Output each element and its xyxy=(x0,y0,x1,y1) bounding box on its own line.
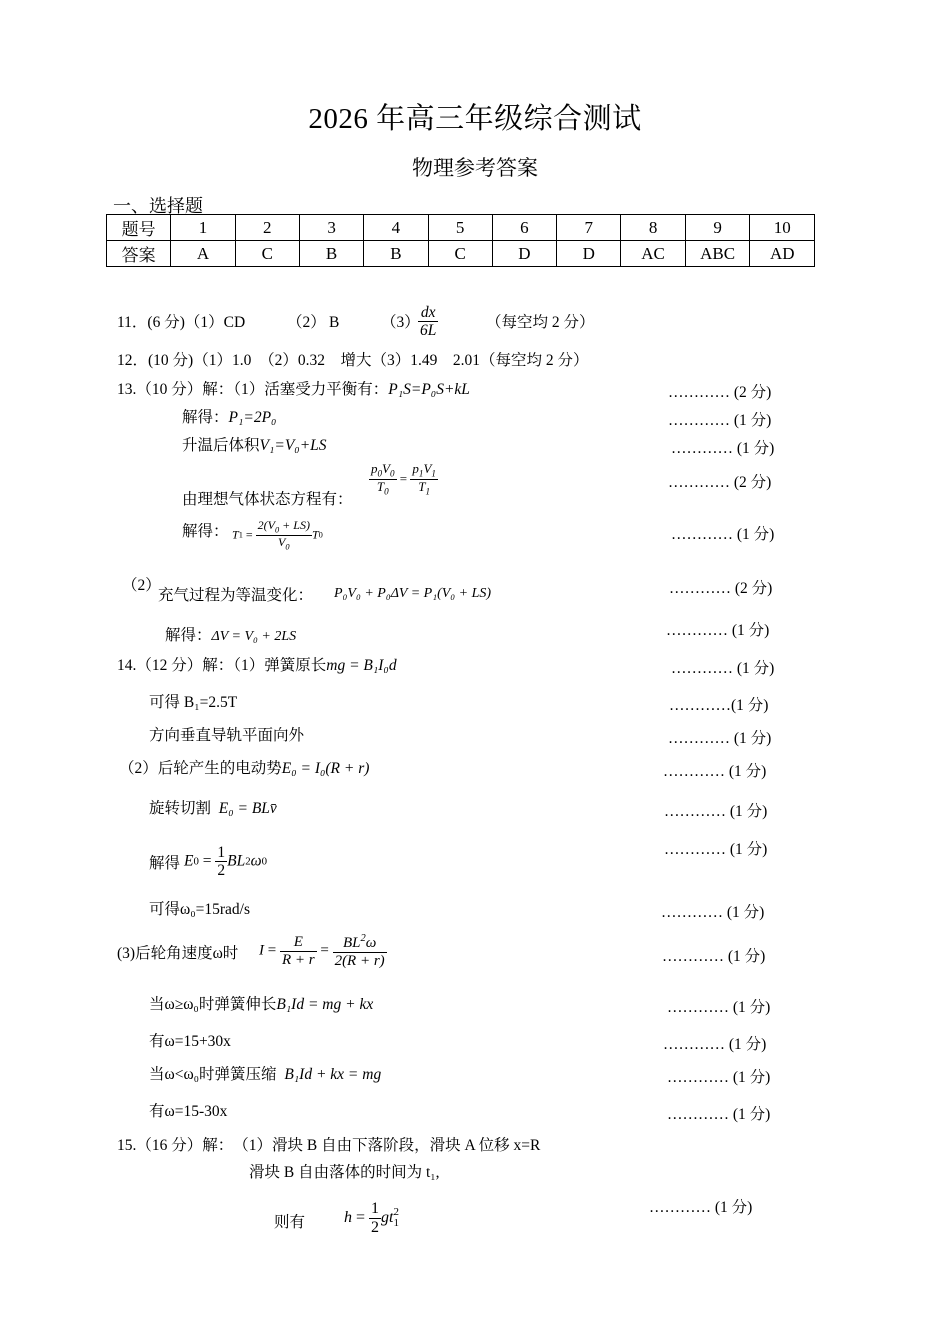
q14-line4-eq: E₀ = I₀(R + r) xyxy=(281,760,370,777)
q13-part2b-eq: ΔV = V₀ + 2LS xyxy=(211,629,297,644)
q13-line3-points: ………… (1 分) xyxy=(671,440,775,457)
q13-line1 xyxy=(117,380,470,400)
q15-line3-text: 则有 xyxy=(274,1214,306,1231)
table-row-numbers xyxy=(107,215,815,241)
q14-line10: 有ω=15+30x xyxy=(149,1033,231,1050)
q13-gas-equation: $\frac{p_0V_0}{T_0}$ = $\frac{p_1V_1}{T_1}$ xyxy=(371,461,436,497)
q14-line10-points: ………… (1 分) xyxy=(663,1036,767,1053)
q14-line11-eq: B₁Id + kx = mg xyxy=(284,1066,382,1083)
q13-line5-points: ………… (1 分) xyxy=(671,526,775,543)
q11-frac-den: 6L xyxy=(420,322,437,340)
q14-line8-text: (3)后轮角速度ω时 xyxy=(117,945,239,962)
page-title: 2026 年高三年级综合测试 xyxy=(308,103,642,135)
q13-line1-points: ………… (2 分) xyxy=(668,384,772,401)
table-cell: 1 xyxy=(171,215,235,241)
q14-line5-points: ………… (1 分) xyxy=(664,803,768,820)
q12-text: 12．(10 分)（1）1.0 （2）0.32 增大（3）1.49 2.01（每空均 2 分） xyxy=(117,352,589,369)
q13-part2-eq-text: P₀V₀ + P₀ΔV = P₁(V₀ + LS) xyxy=(334,586,492,601)
page-subtitle: 物理参考答案 xyxy=(412,156,538,180)
q14-line4 xyxy=(119,759,369,779)
table-cell: 8 xyxy=(621,215,685,241)
q11-note: （每空均 2 分） xyxy=(486,314,595,331)
table-cell: AD xyxy=(750,241,815,267)
q15-line1: 15.（16 分）解： （1）滑块 B 自由下落阶段，滑块 A 位移 x=R xyxy=(117,1137,541,1154)
q13-part2b-points: ………… (1 分) xyxy=(666,622,770,639)
q13-part2-label: （2） xyxy=(122,577,161,594)
q13-line2-eq: P₁=2P₀ xyxy=(228,409,277,426)
q13-line2 xyxy=(182,408,276,428)
q13-line3 xyxy=(182,436,327,456)
q11-fraction xyxy=(418,304,438,339)
q14-line1-text: 14.（12 分）解：（1）弹簧原长 xyxy=(117,657,327,674)
table-cell: B xyxy=(364,241,428,267)
answer-table xyxy=(106,214,815,267)
table-cell: ABC xyxy=(685,241,750,267)
q14-line12-points: ………… (1 分) xyxy=(667,1106,771,1123)
q14-line5-eq: E₀ = BLv̄ xyxy=(218,800,277,817)
q13-t1-equation: T1 = $\frac{2(V_0 + LS)}{V_0}$ T0 xyxy=(232,518,323,552)
q14-line9 xyxy=(149,995,373,1015)
q11-head: 11．(6 分)（1）CD xyxy=(117,314,246,331)
q11-part2-answer: B xyxy=(329,314,340,331)
q14-line4-points: ………… (1 分) xyxy=(663,763,767,780)
q14-line2-points: …………(1 分) xyxy=(669,697,769,714)
q13-part2b-text: 解得： xyxy=(165,627,212,644)
q14-line9-eq: B₁Id = mg + kx xyxy=(276,996,374,1013)
table-cell: 4 xyxy=(364,215,428,241)
table-cell: 2 xyxy=(235,215,299,241)
q14-line3-points: ………… (1 分) xyxy=(668,730,772,747)
q13-line2-text: 解得： xyxy=(182,409,229,426)
q13-line4-points: ………… (2 分) xyxy=(668,474,772,491)
table-row-answers xyxy=(107,241,815,267)
table-cell: 5 xyxy=(428,215,492,241)
q14-line11-points: ………… (1 分) xyxy=(667,1069,771,1086)
q11-frac-num: dx xyxy=(418,304,438,322)
q11-part3-label: （3） xyxy=(381,314,420,331)
table-cell: 3 xyxy=(299,215,363,241)
q13-part2-text: 充气过程为等温变化： xyxy=(158,587,314,604)
q13-part2b xyxy=(165,626,296,647)
q14-line9-text: 当ω≥ω₀时弹簧伸长 xyxy=(149,996,277,1013)
q14-line9-points: ………… (1 分) xyxy=(667,999,771,1016)
table-cell: 7 xyxy=(557,215,621,241)
table-cell: B xyxy=(299,241,363,267)
section-heading-choice: 一、选择题 xyxy=(113,196,203,216)
table-cell: 10 xyxy=(750,215,815,241)
q14-line1-eq: mg = B₁I₀d xyxy=(326,657,397,674)
q13-line4-text: 由理想气体状态方程有： xyxy=(182,491,353,508)
table-header-answer: 答案 xyxy=(107,241,171,267)
q15-line3-points: ………… (1 分) xyxy=(649,1199,753,1216)
q13-line1-text: 13.（10 分）解：（1）活塞受力平衡有： xyxy=(117,381,389,398)
q14-line7: 可得ω₀=15rad/s xyxy=(149,901,250,918)
q14-line7-points: ………… (1 分) xyxy=(661,904,765,921)
q11-part2-label: （2） xyxy=(287,314,326,331)
table-cell: D xyxy=(557,241,621,267)
q14-line11 xyxy=(149,1065,381,1085)
table-cell: C xyxy=(428,241,492,267)
q13-line3-text: 升温后体积 xyxy=(182,437,260,454)
q14-line12: 有ω=15-30x xyxy=(149,1103,228,1120)
q13-line2-points: ………… (1 分) xyxy=(668,412,772,429)
table-cell: 6 xyxy=(492,215,556,241)
q13-line1-eq: P₁S=P₀S+kL xyxy=(388,381,470,398)
q13-part2-eq xyxy=(334,584,491,604)
q14-line5 xyxy=(149,799,277,819)
q14-line6-eq: E0 = $\frac{1}{2}$ BL2ω0 xyxy=(184,844,268,880)
q14-line8-eq: I = $\frac{E}{R + r}$ = $\frac{BL^2\omega}{2(R + r)}$ xyxy=(259,933,385,969)
q14-line1-points: ………… (1 分) xyxy=(671,660,775,677)
q14-line1 xyxy=(117,656,397,676)
q14-line11-text: 当ω<ω₀时弹簧压缩 xyxy=(149,1066,277,1083)
q13-line5-text: 解得： xyxy=(182,523,229,540)
q15-line3-eq: h = $\frac{1}{2}$ gt 2 1 xyxy=(344,1200,399,1236)
q13-line3-eq: V₁=V₀+LS xyxy=(259,437,327,454)
table-cell: AC xyxy=(621,241,685,267)
q14-line2: 可得 B₁=2.5T xyxy=(149,694,238,711)
q14-line5-text: 旋转切割 xyxy=(149,800,212,817)
table-cell: A xyxy=(171,241,235,267)
table-cell: C xyxy=(235,241,299,267)
q15-line2: 滑块 B 自由落体的时间为 t₁, xyxy=(249,1164,440,1181)
table-cell: D xyxy=(492,241,556,267)
q14-line8-points: ………… (1 分) xyxy=(662,948,766,965)
q14-line6-points: ………… (1 分) xyxy=(664,841,768,858)
table-header-question: 题号 xyxy=(107,215,171,241)
q14-line6-text: 解得 xyxy=(149,855,181,872)
q14-line3: 方向垂直导轨平面向外 xyxy=(149,727,305,744)
table-cell: 9 xyxy=(685,215,750,241)
q14-line4-text: （2）后轮产生的电动势 xyxy=(119,760,282,777)
q13-part2-points: ………… (2 分) xyxy=(669,580,773,597)
